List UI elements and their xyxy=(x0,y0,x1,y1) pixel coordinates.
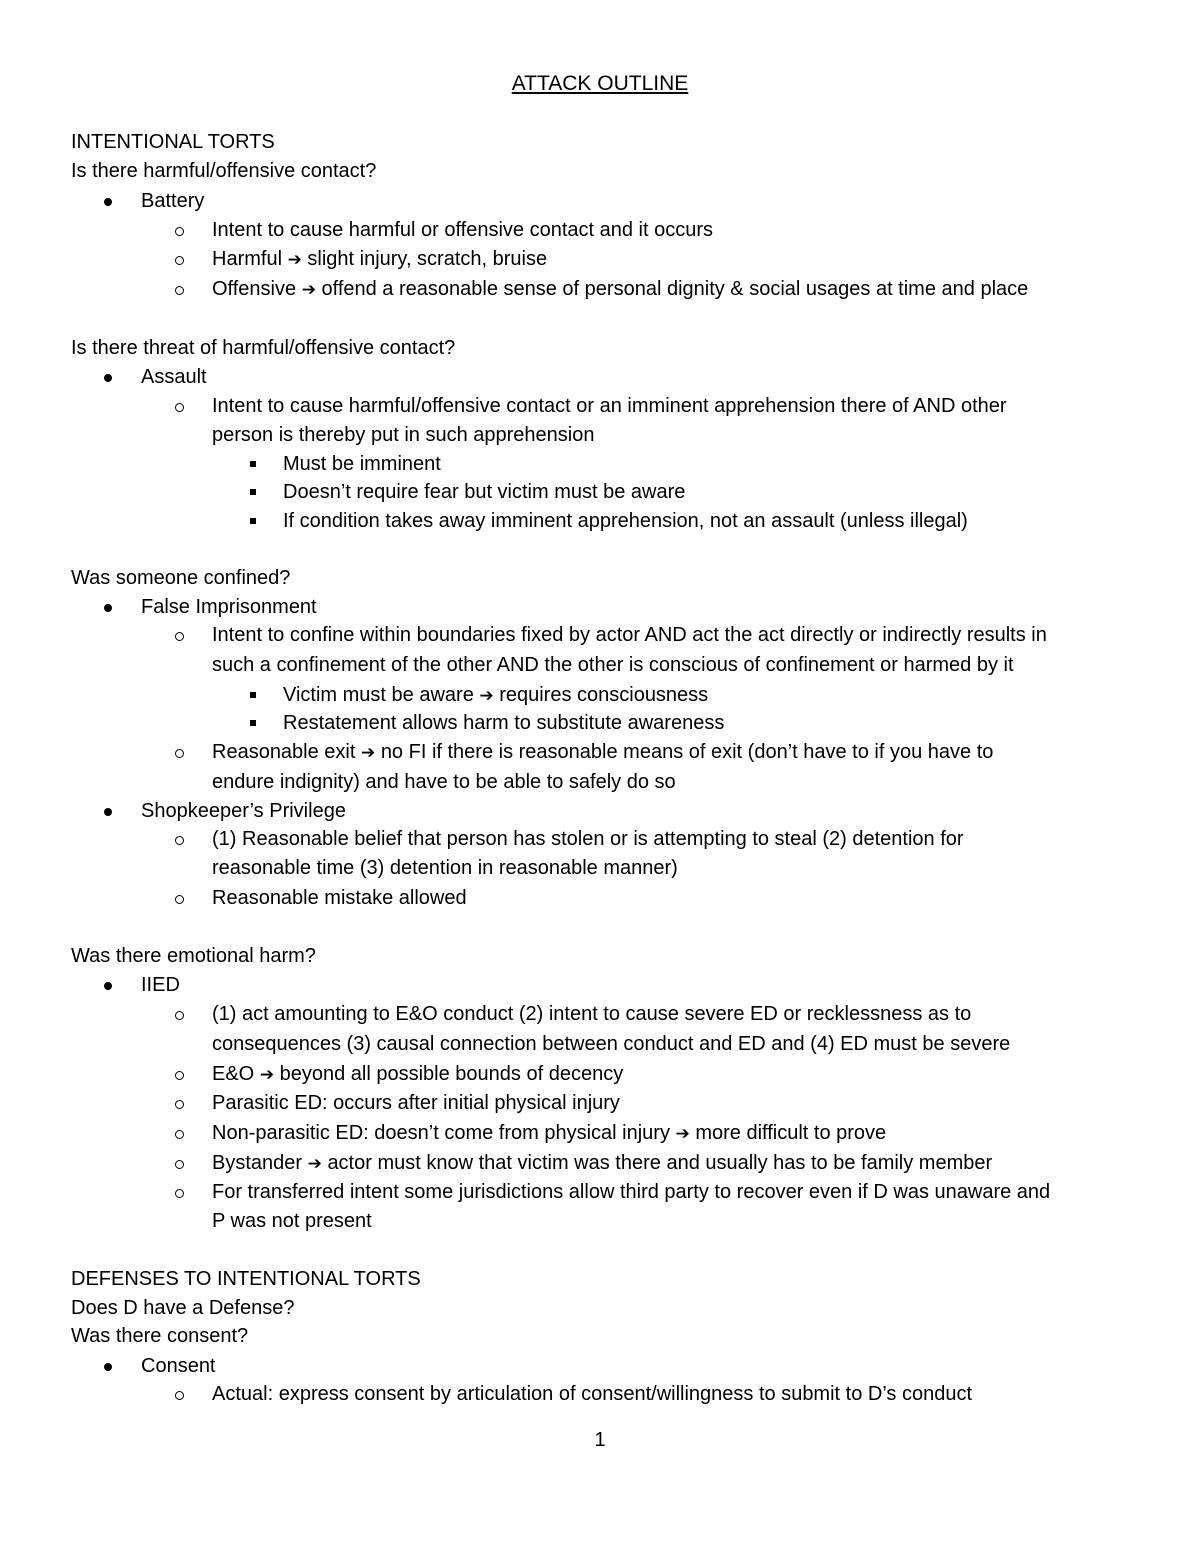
circle-bullet-icon xyxy=(175,1100,184,1109)
list-item: Must be imminent xyxy=(283,450,441,480)
square-bullet-icon xyxy=(250,461,256,467)
square-bullet-icon xyxy=(250,489,256,495)
list-item: IIED xyxy=(141,971,180,1001)
list-item: If condition takes away imminent apprehension, not an assault (unless illegal) xyxy=(283,507,968,537)
bullet-icon xyxy=(104,198,112,206)
list-item-continuation: P was not present xyxy=(212,1210,372,1232)
list-item: Intent to confine within boundaries fixed by actor AND act the act directly or indirectly results in xyxy=(212,621,1047,651)
list-item: Consent xyxy=(141,1352,216,1382)
page-number: 1 xyxy=(594,1429,606,1451)
question-text: Was there consent? xyxy=(71,1325,249,1347)
circle-bullet-icon xyxy=(175,227,184,236)
bullet-icon xyxy=(104,808,112,816)
question-text: Was someone confined? xyxy=(71,567,291,589)
arrow-icon: ➔ xyxy=(479,686,494,706)
bullet-icon xyxy=(104,374,112,382)
question-text: Is there harmful/offensive contact? xyxy=(71,160,377,182)
list-item: (1) act amounting to E&O conduct (2) intent to cause severe ED or recklessness as to xyxy=(212,1000,971,1030)
list-item: Assault xyxy=(141,363,207,393)
arrow-icon: ➔ xyxy=(307,1154,322,1174)
circle-bullet-icon xyxy=(175,1130,184,1139)
list-item: Battery xyxy=(141,187,204,217)
list-item: Victim must be aware ➔ requires consciousness xyxy=(283,681,708,712)
square-bullet-icon xyxy=(250,518,256,524)
arrow-icon: ➔ xyxy=(287,250,302,270)
list-item: For transferred intent some jurisdictions allow third party to recover even if D was unaware and xyxy=(212,1178,1050,1208)
bullet-icon xyxy=(104,982,112,990)
list-item: Reasonable mistake allowed xyxy=(212,884,467,914)
question-text: Was there emotional harm? xyxy=(71,945,316,967)
circle-bullet-icon xyxy=(175,403,184,412)
list-item-continuation: consequences (3) causal connection between conduct and ED and (4) ED must be severe xyxy=(212,1033,1011,1055)
section-heading: INTENTIONAL TORTS xyxy=(71,131,275,153)
circle-bullet-icon xyxy=(175,256,184,265)
list-item: Actual: express consent by articulation of consent/willingness to submit to D’s conduct xyxy=(212,1380,972,1410)
list-item: E&O ➔ beyond all possible bounds of decency xyxy=(212,1060,623,1091)
list-item: Intent to cause harmful or offensive contact and it occurs xyxy=(212,216,713,246)
circle-bullet-icon xyxy=(175,1011,184,1020)
arrow-icon: ➔ xyxy=(259,1065,275,1085)
circle-bullet-icon xyxy=(175,632,184,641)
list-item: Parasitic ED: occurs after initial physical injury xyxy=(212,1089,620,1119)
list-item: False Imprisonment xyxy=(141,593,317,623)
list-item: Non-parasitic ED: doesn’t come from physical injury ➔ more difficult to prove xyxy=(212,1119,886,1150)
bullet-icon xyxy=(104,604,112,612)
list-item-continuation: person is thereby put in such apprehension xyxy=(212,424,595,446)
list-item: Shopkeeper’s Privilege xyxy=(141,797,346,827)
square-bullet-icon xyxy=(250,720,256,726)
list-item: Intent to cause harmful/offensive contact or an imminent apprehension there of AND other xyxy=(212,392,1007,422)
arrow-icon: ➔ xyxy=(361,743,376,763)
list-item: Offensive ➔ offend a reasonable sense of personal dignity & social usages at time and place xyxy=(212,275,1028,306)
list-item: Restatement allows harm to substitute awareness xyxy=(283,709,724,739)
list-item-continuation: endure indignity) and have to be able to safely do so xyxy=(212,771,676,793)
list-item: (1) Reasonable belief that person has stolen or is attempting to steal (2) detention for xyxy=(212,825,964,855)
list-item-continuation: such a confinement of the other AND the other is conscious of confinement or harmed by it xyxy=(212,654,1014,676)
arrow-icon: ➔ xyxy=(301,280,316,300)
page-title: ATTACK OUTLINE xyxy=(511,72,689,95)
square-bullet-icon xyxy=(250,692,256,698)
question-text: Is there threat of harmful/offensive contact? xyxy=(71,337,456,359)
circle-bullet-icon xyxy=(175,1160,184,1169)
bullet-icon xyxy=(104,1363,112,1371)
circle-bullet-icon xyxy=(175,895,184,904)
circle-bullet-icon xyxy=(175,1071,184,1080)
section-heading: DEFENSES TO INTENTIONAL TORTS xyxy=(71,1268,421,1290)
list-item: Reasonable exit ➔ no FI if there is reasonable means of exit (don’t have to if you have to xyxy=(212,738,993,769)
circle-bullet-icon xyxy=(175,286,184,295)
circle-bullet-icon xyxy=(175,1189,184,1198)
circle-bullet-icon xyxy=(175,1391,184,1400)
circle-bullet-icon xyxy=(175,836,184,845)
list-item: Harmful ➔ slight injury, scratch, bruise xyxy=(212,245,547,276)
list-item-continuation: reasonable time (3) detention in reasonable manner) xyxy=(212,857,678,879)
list-item: Bystander ➔ actor must know that victim was there and usually has to be family member xyxy=(212,1149,992,1180)
circle-bullet-icon xyxy=(175,749,184,758)
list-item: Doesn’t require fear but victim must be aware xyxy=(283,478,685,508)
arrow-icon: ➔ xyxy=(675,1124,690,1144)
question-text: Does D have a Defense? xyxy=(71,1297,295,1319)
